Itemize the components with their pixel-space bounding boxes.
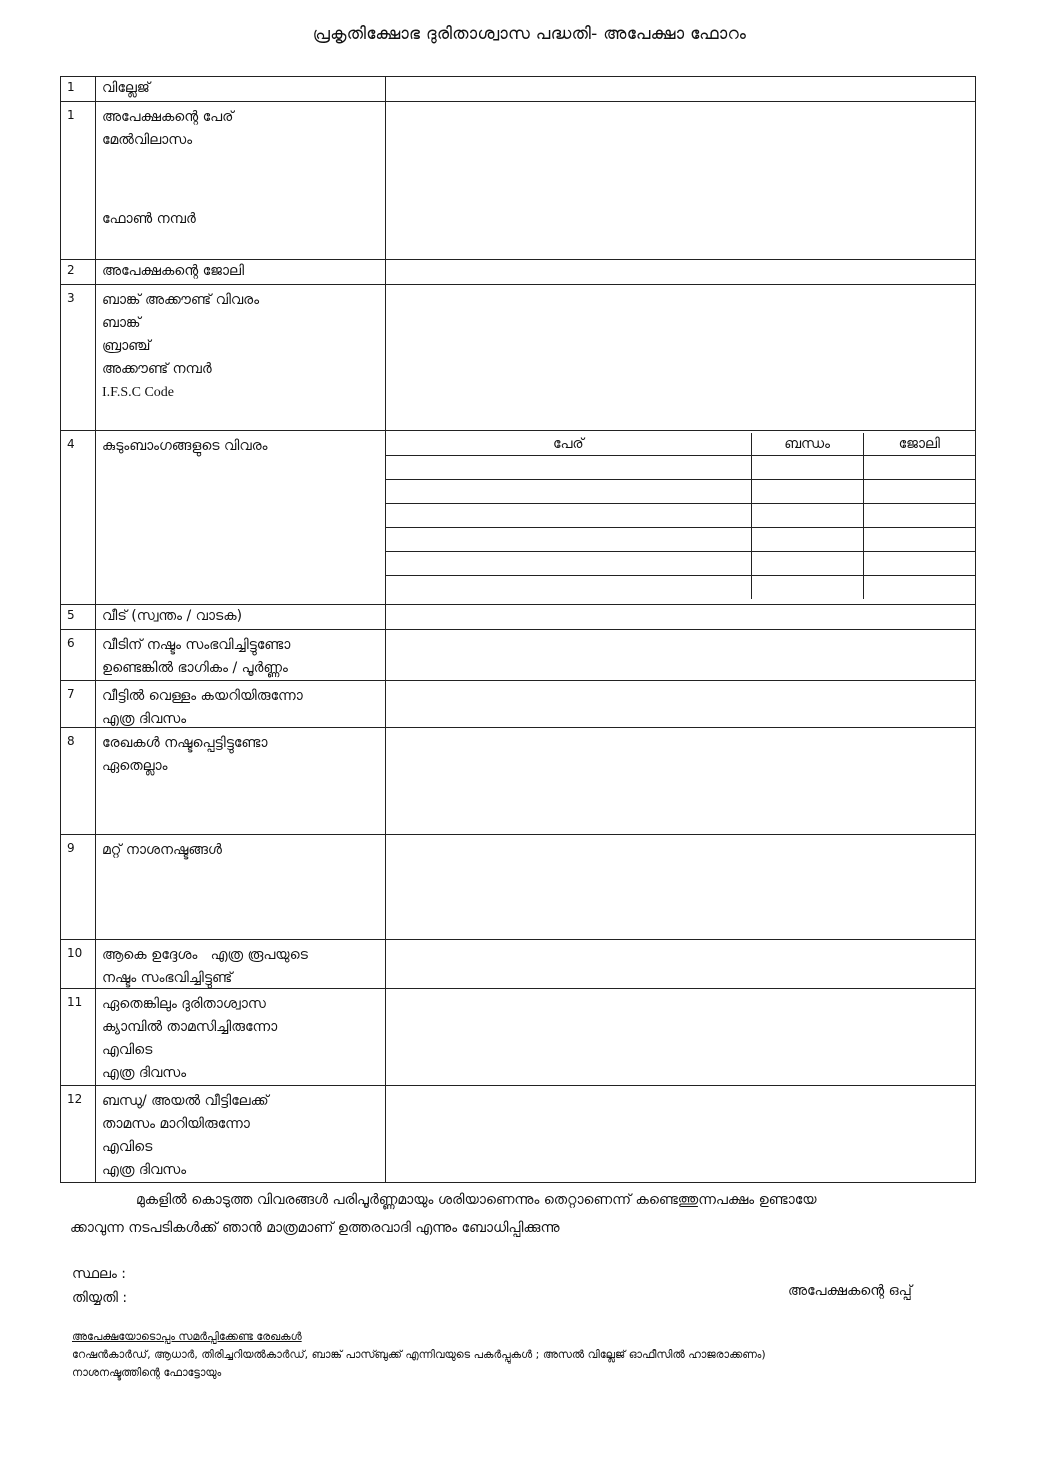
declaration: [70, 1186, 1010, 1242]
other-losses-field[interactable]: [386, 835, 976, 939]
relief-camp-field[interactable]: [386, 989, 976, 1085]
row-label: മറ്റ് നാശനഷ്ടങ്ങൾ: [96, 835, 386, 939]
row-flooding: [60, 680, 976, 727]
row-number: 4: [60, 431, 96, 604]
row-label: വീടിന് നഷ്ടം സംഭവിച്ചിട്ടുണ്ടോ ഉണ്ടെങ്കിൽ ഭാഗികം / പൂർണ്ണം: [96, 630, 386, 680]
applicant-details-field[interactable]: [386, 102, 976, 259]
row-occupation: [60, 259, 976, 284]
table-row: [386, 456, 975, 480]
row-number: 7: [60, 681, 96, 727]
row-bank-details: [60, 284, 976, 430]
table-row: [386, 576, 975, 600]
row-number: 6: [60, 630, 96, 680]
row-house-ownership: [60, 604, 976, 629]
row-applicant: [60, 101, 976, 259]
required-documents-line-1: റേഷൻകാർഡ്, ആധാർ, തിരിച്ചറിയൽകാർഡ്, ബാങ്ക് പാസ്ബുക്ക് എന്നിവയുടെ പകർപ്പുകൾ ; അസൽ വില്ലേജ് ഓഫീസിൽ ഹാജരാക്കണം): [72, 1348, 766, 1361]
row-number: 2: [60, 260, 96, 284]
application-form-table: [60, 76, 976, 1183]
bank-details-field[interactable]: [386, 285, 976, 430]
house-ownership-field[interactable]: [386, 605, 976, 629]
row-label: ബാങ്ക് അക്കൗണ്ട് വിവരം ബാങ്ക് ബ്രാഞ്ച് അക്കൗണ്ട് നമ്പർ I.F.S.C Code: [96, 285, 386, 430]
row-other-losses: [60, 834, 976, 939]
row-relative-house: [60, 1085, 976, 1183]
place-date-block: [72, 1262, 127, 1310]
row-house-damage: [60, 629, 976, 680]
row-number: 8: [60, 728, 96, 834]
row-label: ബന്ധു/ അയൽ വീട്ടിലേക്ക് താമസം മാറിയിരുന്നോ എവിടെ എത്ര ദിവസം: [96, 1086, 386, 1182]
date-label: തിയ്യതി :: [72, 1290, 128, 1306]
form-title: പ്രകൃതിക്ഷോഭ ദുരിതാശ്വാസ പദ്ധതി- അപേക്ഷാ ഫോറം: [312, 24, 747, 44]
village-field[interactable]: [386, 77, 976, 101]
table-row: [386, 480, 975, 504]
row-label: അപേക്ഷകന്റെ ജോലി: [96, 260, 386, 284]
row-label: വില്ലേജ്: [96, 77, 386, 101]
row-number: 5: [60, 605, 96, 629]
place-label: സ്ഥലം :: [72, 1266, 127, 1282]
row-number: 10: [60, 940, 96, 988]
row-label: രേഖകൾ നഷ്ടപ്പെട്ടിട്ടുണ്ടോ ഏതെല്ലാം: [96, 728, 386, 834]
row-label: വീട് (സ്വന്തം / വാടക): [96, 605, 386, 629]
family-members-cell: [386, 431, 976, 604]
col-header-name: പേര്: [386, 433, 751, 456]
table-row: [386, 528, 975, 552]
row-total-loss: [60, 939, 976, 988]
row-label: വീട്ടിൽ വെള്ളം കയറിയിരുന്നോ എത്ര ദിവസം: [96, 681, 386, 727]
required-documents-line-2: നാശനഷ്ടത്തിന്റെ ഫോട്ടോയും: [72, 1366, 222, 1379]
declaration-line-1: മുകളിൽ കൊടുത്ത വിവരങ്ങൾ പരിപൂർണ്ണമായും ശരിയാണെന്നും തെറ്റാണെന്ന് കണ്ടെത്തുന്നപക്ഷം ഉണ്ടായേ: [136, 1192, 817, 1208]
required-documents: [72, 1328, 1032, 1382]
family-members-table: [386, 433, 975, 599]
table-row: [386, 552, 975, 576]
signature-label: അപേക്ഷകന്റെ ഒപ്പ്: [788, 1283, 912, 1299]
row-relief-camp: [60, 988, 976, 1085]
row-number: 1: [60, 102, 96, 259]
house-damage-field[interactable]: [386, 630, 976, 680]
row-number: 11: [60, 989, 96, 1085]
row-village: [60, 76, 976, 101]
col-header-relation: ബന്ധം: [751, 433, 863, 456]
col-header-occupation: ജോലി: [863, 433, 975, 456]
row-label: ഏതെങ്കിലും ദുരിതാശ്വാസ ക്യാമ്പിൽ താമസിച്ചിരുന്നോ എവിടെ എത്ര ദിവസം: [96, 989, 386, 1085]
total-loss-field[interactable]: [386, 940, 976, 988]
row-label: കുടുംബാംഗങ്ങളുടെ വിവരം: [96, 431, 386, 604]
row-number: 1: [60, 77, 96, 101]
row-family-members: [60, 430, 976, 604]
relative-house-field[interactable]: [386, 1086, 976, 1182]
row-label: അപേക്ഷകന്റെ പേര് മേൽവിലാസം ഫോൺ നമ്പർ: [96, 102, 386, 259]
row-number: 9: [60, 835, 96, 939]
lost-documents-field[interactable]: [386, 728, 976, 834]
row-lost-documents: [60, 727, 976, 834]
required-documents-heading: അപേക്ഷയോടൊപ്പം സമർപ്പിക്കേണ്ട രേഖകൾ: [72, 1330, 302, 1343]
row-number: 3: [60, 285, 96, 430]
declaration-line-2: ക്കാവുന്ന നടപടികൾക്ക് ഞാൻ മാത്രമാണ് ഉത്തരവാദി എന്നും ബോധിപ്പിക്കുന്നു: [70, 1220, 560, 1236]
row-number: 12: [60, 1086, 96, 1182]
flooding-field[interactable]: [386, 681, 976, 727]
row-label: ആകെ ഉദ്ദേശം എത്ര രൂപയുടെ നഷ്ടം സംഭവിച്ചിട്ടുണ്ട്: [96, 940, 386, 988]
table-row: [386, 504, 975, 528]
occupation-field[interactable]: [386, 260, 976, 284]
